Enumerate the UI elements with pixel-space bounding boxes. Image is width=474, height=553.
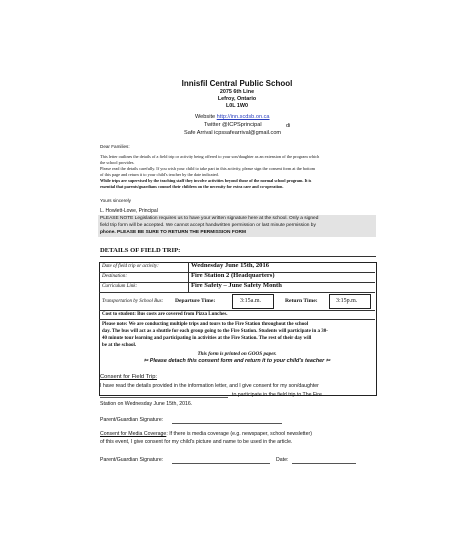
return-label: Return Time:	[285, 298, 318, 304]
details-row-5-rule	[99, 319, 375, 320]
school-city: Lefroy, Ontario	[217, 96, 257, 102]
details-row-4-rule	[99, 310, 375, 311]
school-postal: L0L 1W0	[225, 103, 249, 109]
note-line-3: 40 minute tour learning and participating in activities at the Fire Station. The rest of their day will	[102, 336, 312, 341]
website-label: Website	[195, 114, 216, 120]
detach-row	[0, 358, 474, 364]
website-link[interactable]: http://inn.scdsb.on.ca	[216, 114, 270, 120]
twitter-handle: @ICPSprincipal	[222, 122, 262, 128]
notice-line-3: phone. PLEASE BE SURE TO RETURN THE PERMISSION FORM	[100, 230, 246, 235]
scissors-icon-right: ✂	[325, 358, 331, 364]
consent-line-1: I have read the details provided in the information letter, and I give consent for my son/daughter	[100, 383, 319, 389]
signature-label-2: Parent/Guardian Signature:	[100, 457, 164, 463]
transport-label: Transportation by School Bus:	[102, 299, 164, 304]
signature-label: Parent/Guardian Signature:	[100, 417, 164, 423]
website-row	[195, 114, 270, 121]
departure-label: Departure Time:	[175, 298, 216, 304]
date-blank[interactable]	[292, 463, 356, 464]
letter-line-1: This letter outlines the details of a field trip or activity being offered to your son/daughter as an extension of the program which	[100, 154, 320, 159]
safe-arrival-label: Safe Arrival	[184, 130, 213, 136]
curriculum-label: Curriculum Link:	[102, 284, 138, 289]
destination-label: Destination:	[102, 274, 127, 279]
note-line-2: day. The bus will act as a shuttle for each group going to the Fire Station. Students will participate in a 30-	[102, 329, 328, 334]
note-line-1: Please note: We are conducting multiple trips and tours to the Fire Station throughout the school	[102, 322, 309, 327]
child-name-blank	[100, 397, 228, 398]
safe-arrival-row	[184, 130, 281, 137]
cost-text: Cost to student: Bus costs are covered from Pizza Lunches.	[102, 312, 228, 317]
destination-value: Fire Station 2 (Headquarters)	[191, 272, 275, 279]
details-col-divider	[188, 262, 189, 292]
letter-line-5: While trips are supervised by the teaching staff they involve activities beyond those of the normal school program. It is	[100, 178, 312, 183]
date-value: Wednesday June 15th, 2016	[191, 262, 270, 269]
scissors-icon: ✂	[143, 358, 149, 364]
detach-note: Please detach this consent form and return it to your child's teacher	[149, 358, 325, 364]
notice-line-1: PLEASE NOTE Legislation requires us to have your written signature here at the school. Only a signed	[100, 216, 319, 221]
twitter-row	[204, 122, 262, 129]
consent-line-2: to participate in the field trip to The Fire	[232, 392, 322, 398]
safe-arrival-email: icpssafearrival@gmail.com	[214, 130, 282, 136]
curriculum-value: Fire Safety – June Safety Month	[191, 282, 282, 289]
school-address-line: 2075 6th Line	[219, 89, 255, 95]
letter-line-3: Please read the details carefully. If you wish your child to take part in this activity, please sign the consent form at the bottom	[100, 166, 316, 171]
school-name: Innisfil Central Public School	[181, 79, 293, 88]
twitter-label: Twitter	[204, 122, 221, 128]
departure-value: 3:15a.m.	[240, 298, 261, 304]
letter-line-4: of this page and return it to your child's teacher by the date indicated.	[100, 172, 219, 177]
media-line-2: of this event, I give consent for my child's picture and name to be used in the article.	[100, 439, 293, 445]
media-heading: Consent for Media Coverage	[100, 431, 167, 437]
media-row	[100, 431, 312, 437]
greeting: Dear Families:	[100, 144, 130, 149]
signature-blank-2[interactable]	[172, 463, 270, 464]
details-row-3-rule	[99, 292, 375, 293]
notice-line-2: field trip form will be accepted. We cannot accept handwritten permission or last minute permission by	[100, 223, 316, 228]
signature-blank[interactable]	[172, 423, 282, 424]
letter-line-6: essential that parents/guardians counsel their children on the necessity for extra care and co-operation.	[100, 184, 284, 189]
details-heading: DETAILS OF FIELD TRIP:	[100, 247, 181, 254]
closing: Yours sincerely	[100, 198, 131, 203]
details-heading-rule	[100, 256, 376, 257]
date-label: Date of field trip or activity:	[102, 264, 159, 269]
consent-line-3: Station on Wednesday June 15th, 2016.	[100, 401, 193, 407]
return-value: 3:15p.m.	[336, 298, 358, 304]
printed-note: This form is printed on GOOS paper.	[197, 351, 277, 357]
consent-heading: Consent for Field Trip:	[100, 374, 158, 380]
date-field-label: Date:	[276, 457, 289, 463]
note-line-4: be at the school.	[102, 343, 137, 348]
signer: L. Howlett-Lowe, Principal	[100, 208, 158, 214]
media-line-1: : If there is media coverage (e.g. newspaper, school newsletter)	[166, 431, 312, 437]
letter-line-2: the school provides.	[100, 160, 135, 165]
side-mark: di	[286, 123, 291, 129]
